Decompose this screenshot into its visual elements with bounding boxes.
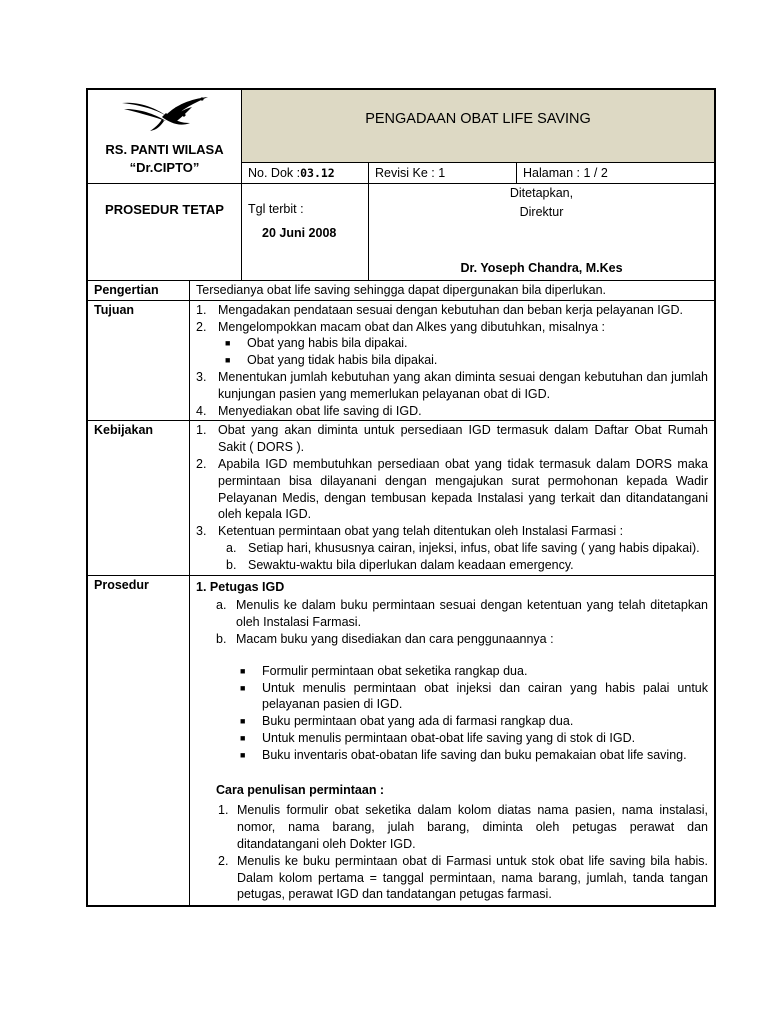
approver-name: Dr. Yoseph Chandra, M.Kes: [460, 261, 623, 275]
list-item: b. Sewaktu-waktu bila diperlukan dalam keadaan emergency.: [226, 557, 574, 572]
square-bullet-icon: ■: [240, 716, 246, 727]
issue-date-box: [242, 184, 369, 281]
list-item: 1. Obat yang akan diminta untuk persediaan IGD termasuk dalam Daftar Obat Rumah Sakit ( DORS ).: [196, 423, 708, 455]
document-header: [88, 90, 714, 281]
approval-box: [369, 184, 714, 281]
issue-date-label: Tgl terbit :: [248, 202, 304, 216]
document-number: [242, 163, 369, 184]
list-item: a. Menulis ke dalam buku permintaan sesuai dengan ketentuan yang telah ditetapkan oleh Instalasi Farmasi.: [216, 598, 708, 630]
row-tujuan: [88, 300, 714, 421]
row-prosedur: [88, 575, 714, 905]
list-item: ■ Obat yang tidak habis bila dipakai.: [225, 353, 438, 368]
list-item: 2. Mengelompokkan macam obat dan Alkes yang dibutuhkan, misalnya :: [196, 319, 606, 334]
square-bullet-icon: ■: [240, 665, 246, 676]
procedure-body: [88, 281, 714, 905]
page-number: Halaman : 1 / 2: [517, 163, 714, 184]
prosedur-heading: 1. Petugas IGD: [196, 579, 285, 594]
square-bullet-icon: ■: [240, 682, 246, 693]
square-bullet-icon: ■: [240, 749, 246, 760]
tujuan-content: [190, 300, 715, 421]
row-kebijakan: [88, 421, 714, 575]
list-item: 2. Apabila IGD membutuhkan persediaan obat yang tidak termasuk dalam DORS maka permintaan bisa dilayanani dengan mengajukan surat permohonan kepada Wadir Pelayanan Medis, dengan tembusan kepada Instalasi yang terkait dan ditandatangani oleh kepala IGD.: [196, 456, 708, 522]
square-bullet-icon: ■: [225, 338, 231, 349]
document-number-label: No. Dok :: [248, 166, 301, 180]
list-item: ■ Untuk menulis permintaan obat-obat life saving yang di stok di IGD.: [240, 730, 636, 745]
label-pengertian: Pengertian: [88, 281, 190, 300]
label-prosedur: Prosedur: [88, 575, 190, 905]
list-item: 2. Menulis ke buku permintaan obat di Farmasi untuk stok obat life saving bila habis. Dalam kolom pertama = tanggal permintaan, nama barang, jumlah, tanda tangan petugas, perawat IGD dan tandatangan petugas farmasi.: [218, 853, 708, 902]
bird-logo-icon: [120, 93, 210, 133]
list-item: b. Macam buku yang disediakan dan cara penggunaannya :: [216, 631, 554, 646]
row-pengertian: [88, 281, 714, 300]
hospital-name: RS. PANTI WILASA: [105, 142, 224, 157]
document-number-value: 03.12: [300, 166, 335, 180]
label-kebijakan: Kebijakan: [88, 421, 190, 575]
list-item: a. Setiap hari, khususnya cairan, injeksi, infus, obat life saving ( yang habis dipakai).: [226, 540, 700, 555]
sop-document: [86, 88, 716, 907]
square-bullet-icon: ■: [240, 732, 246, 743]
approval-label: Ditetapkan,: [509, 186, 574, 200]
document-title-box: [242, 90, 714, 163]
hospital-identity: [88, 90, 242, 184]
list-item: 3. Menentukan jumlah kebutuhan yang akan diminta sesuai dengan kebutuhan dan jumlah kunjungan pasien yang memerlukan pelayanan obat di IGD.: [196, 369, 708, 401]
list-item: 1. Mengadakan pendataan sesuai dengan kebutuhan dan beban kerja pelayanan IGD.: [196, 302, 683, 317]
procedure-type: PROSEDUR TETAP: [88, 184, 242, 281]
list-item: ■ Untuk menulis permintaan obat injeksi dan cairan yang habis palai untuk pelayanan pasien di IGD.: [240, 680, 708, 712]
list-item: 4. Menyediakan obat life saving di IGD.: [196, 403, 422, 418]
issue-date-value: 20 Juni 2008: [262, 226, 337, 240]
revision-number: Revisi Ke : 1: [369, 163, 517, 184]
list-item: ■ Obat yang habis bila dipakai.: [225, 336, 408, 351]
hospital-subname: “Dr.CIPTO”: [129, 160, 200, 175]
cara-heading: Cara penulisan permintaan :: [216, 782, 385, 797]
kebijakan-content: [190, 421, 715, 575]
label-tujuan: Tujuan: [88, 300, 190, 421]
square-bullet-icon: ■: [225, 355, 231, 366]
list-item: ■ Buku permintaan obat yang ada di farmasi rangkap dua.: [240, 714, 574, 729]
list-item: ■ Buku inventaris obat-obatan life saving dan buku pemakaian obat life saving.: [240, 747, 687, 762]
approver-title: Direktur: [519, 205, 564, 219]
prosedur-content: [190, 575, 715, 905]
list-item: 3. Ketentuan permintaan obat yang telah ditentukan oleh Instalasi Farmasi :: [196, 524, 624, 539]
list-item: ■ Formulir permintaan obat seketika rangkap dua.: [240, 663, 528, 678]
pengertian-text: Tersedianya obat life saving sehingga dapat dipergunakan bila diperlukan.: [196, 283, 607, 297]
list-item: 1. Menulis formulir obat seketika dalam kolom diatas nama pasien, nama instalasi, nomor, nama barang, julah barang, diminta oleh petugas perawat dan ditandatangani oleh Dokter IGD.: [218, 803, 708, 851]
document-title: PENGADAAN OBAT LIFE SAVING: [365, 111, 591, 127]
